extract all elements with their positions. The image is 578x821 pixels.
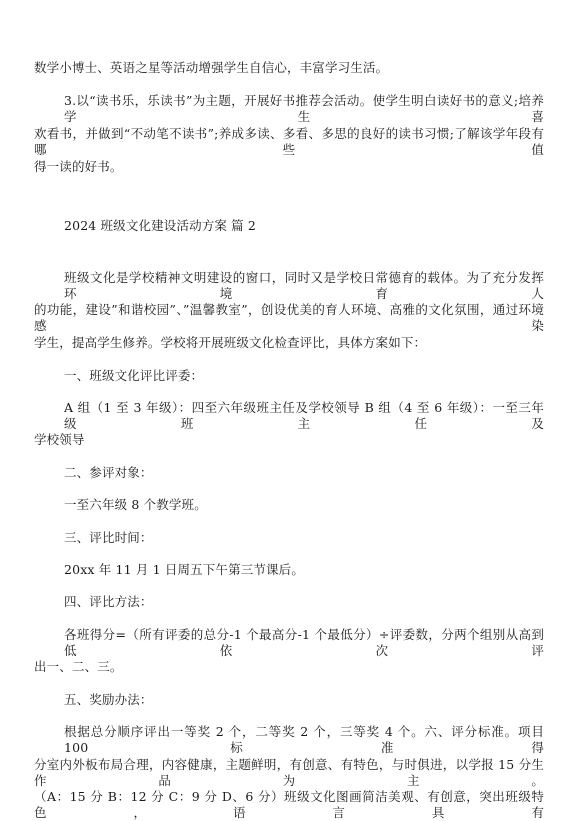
paragraph-line: 分室内外板布局合理，内容健康，主题鲜明，有创意、有特色，与时俱进，以学报 15 分生作品为主。 [34, 757, 544, 788]
list-heading: 三、评比时间： [64, 530, 153, 545]
paragraph-line: 出一、二、三。 [34, 659, 123, 674]
section-heading: 2024 班级文化建设活动方案 篇 2 [64, 218, 257, 233]
list-heading: 四、评比方法： [64, 594, 153, 609]
paragraph-line: 的功能，建设”和谐校园”、”温馨教室”，创设优美的育人环境、高雅的文化氛围，通过环境感染 [34, 302, 544, 333]
paragraph-line: 各班得分=（所有评委的总分-1 个最高分-1 个最低分）÷评委数，分两个组别从高到低依次评 [64, 627, 544, 658]
paragraph-line: A 组（1 至 3 年级）：四至六年级班主任及学校领导 B 组（4 至 6 年级）：一至三年级班主任及 [64, 400, 544, 431]
list-heading: 五、奖励办法： [64, 692, 153, 707]
paragraph-line: 数学小博士、英语之星等活动增强学生自信心，丰富学习生活。 [34, 60, 389, 75]
paragraph-line: （A：15 分 B：12 分 C：9 分 D、6 分）班级文化图画简洁美观、有创意，突出班级特色，语言具有 [34, 789, 544, 820]
paragraph-line: 学生，提高学生修养。学校将开展班级文化检查评比，具体方案如下： [34, 335, 427, 350]
paragraph-line: 一至六年级 8 个教学班。 [64, 497, 207, 512]
paragraph-line: 学校领导 [34, 432, 85, 447]
paragraph-line: 根据总分顺序评出一等奖 2 个，二等奖 2 个，三等奖 4 个。六、评分标准。项目 100 标准得 [64, 724, 544, 755]
paragraph-line: 班级文化是学校精神文明建设的窗口，同时又是学校日常德育的载体。为了充分发挥环境育人 [64, 270, 544, 301]
paragraph-line: 20xx 年 11 月 1 日周五下午第三节课后。 [64, 562, 304, 577]
paragraph-line: 欢看书，并做到“不动笔不读书”;养成多读、多看、多思的良好的读书习惯;了解该学年段有哪些值 [34, 126, 544, 157]
list-heading: 二、参评对象： [64, 465, 153, 480]
paragraph-line: 得一读的好书。 [34, 159, 123, 174]
list-heading: 一、班级文化评比评委： [64, 368, 204, 383]
paragraph-line: 3.以“读书乐，乐读书”为主题，开展好书推荐会活动。使学生明白读好书的意义;培养学生喜 [64, 93, 544, 124]
